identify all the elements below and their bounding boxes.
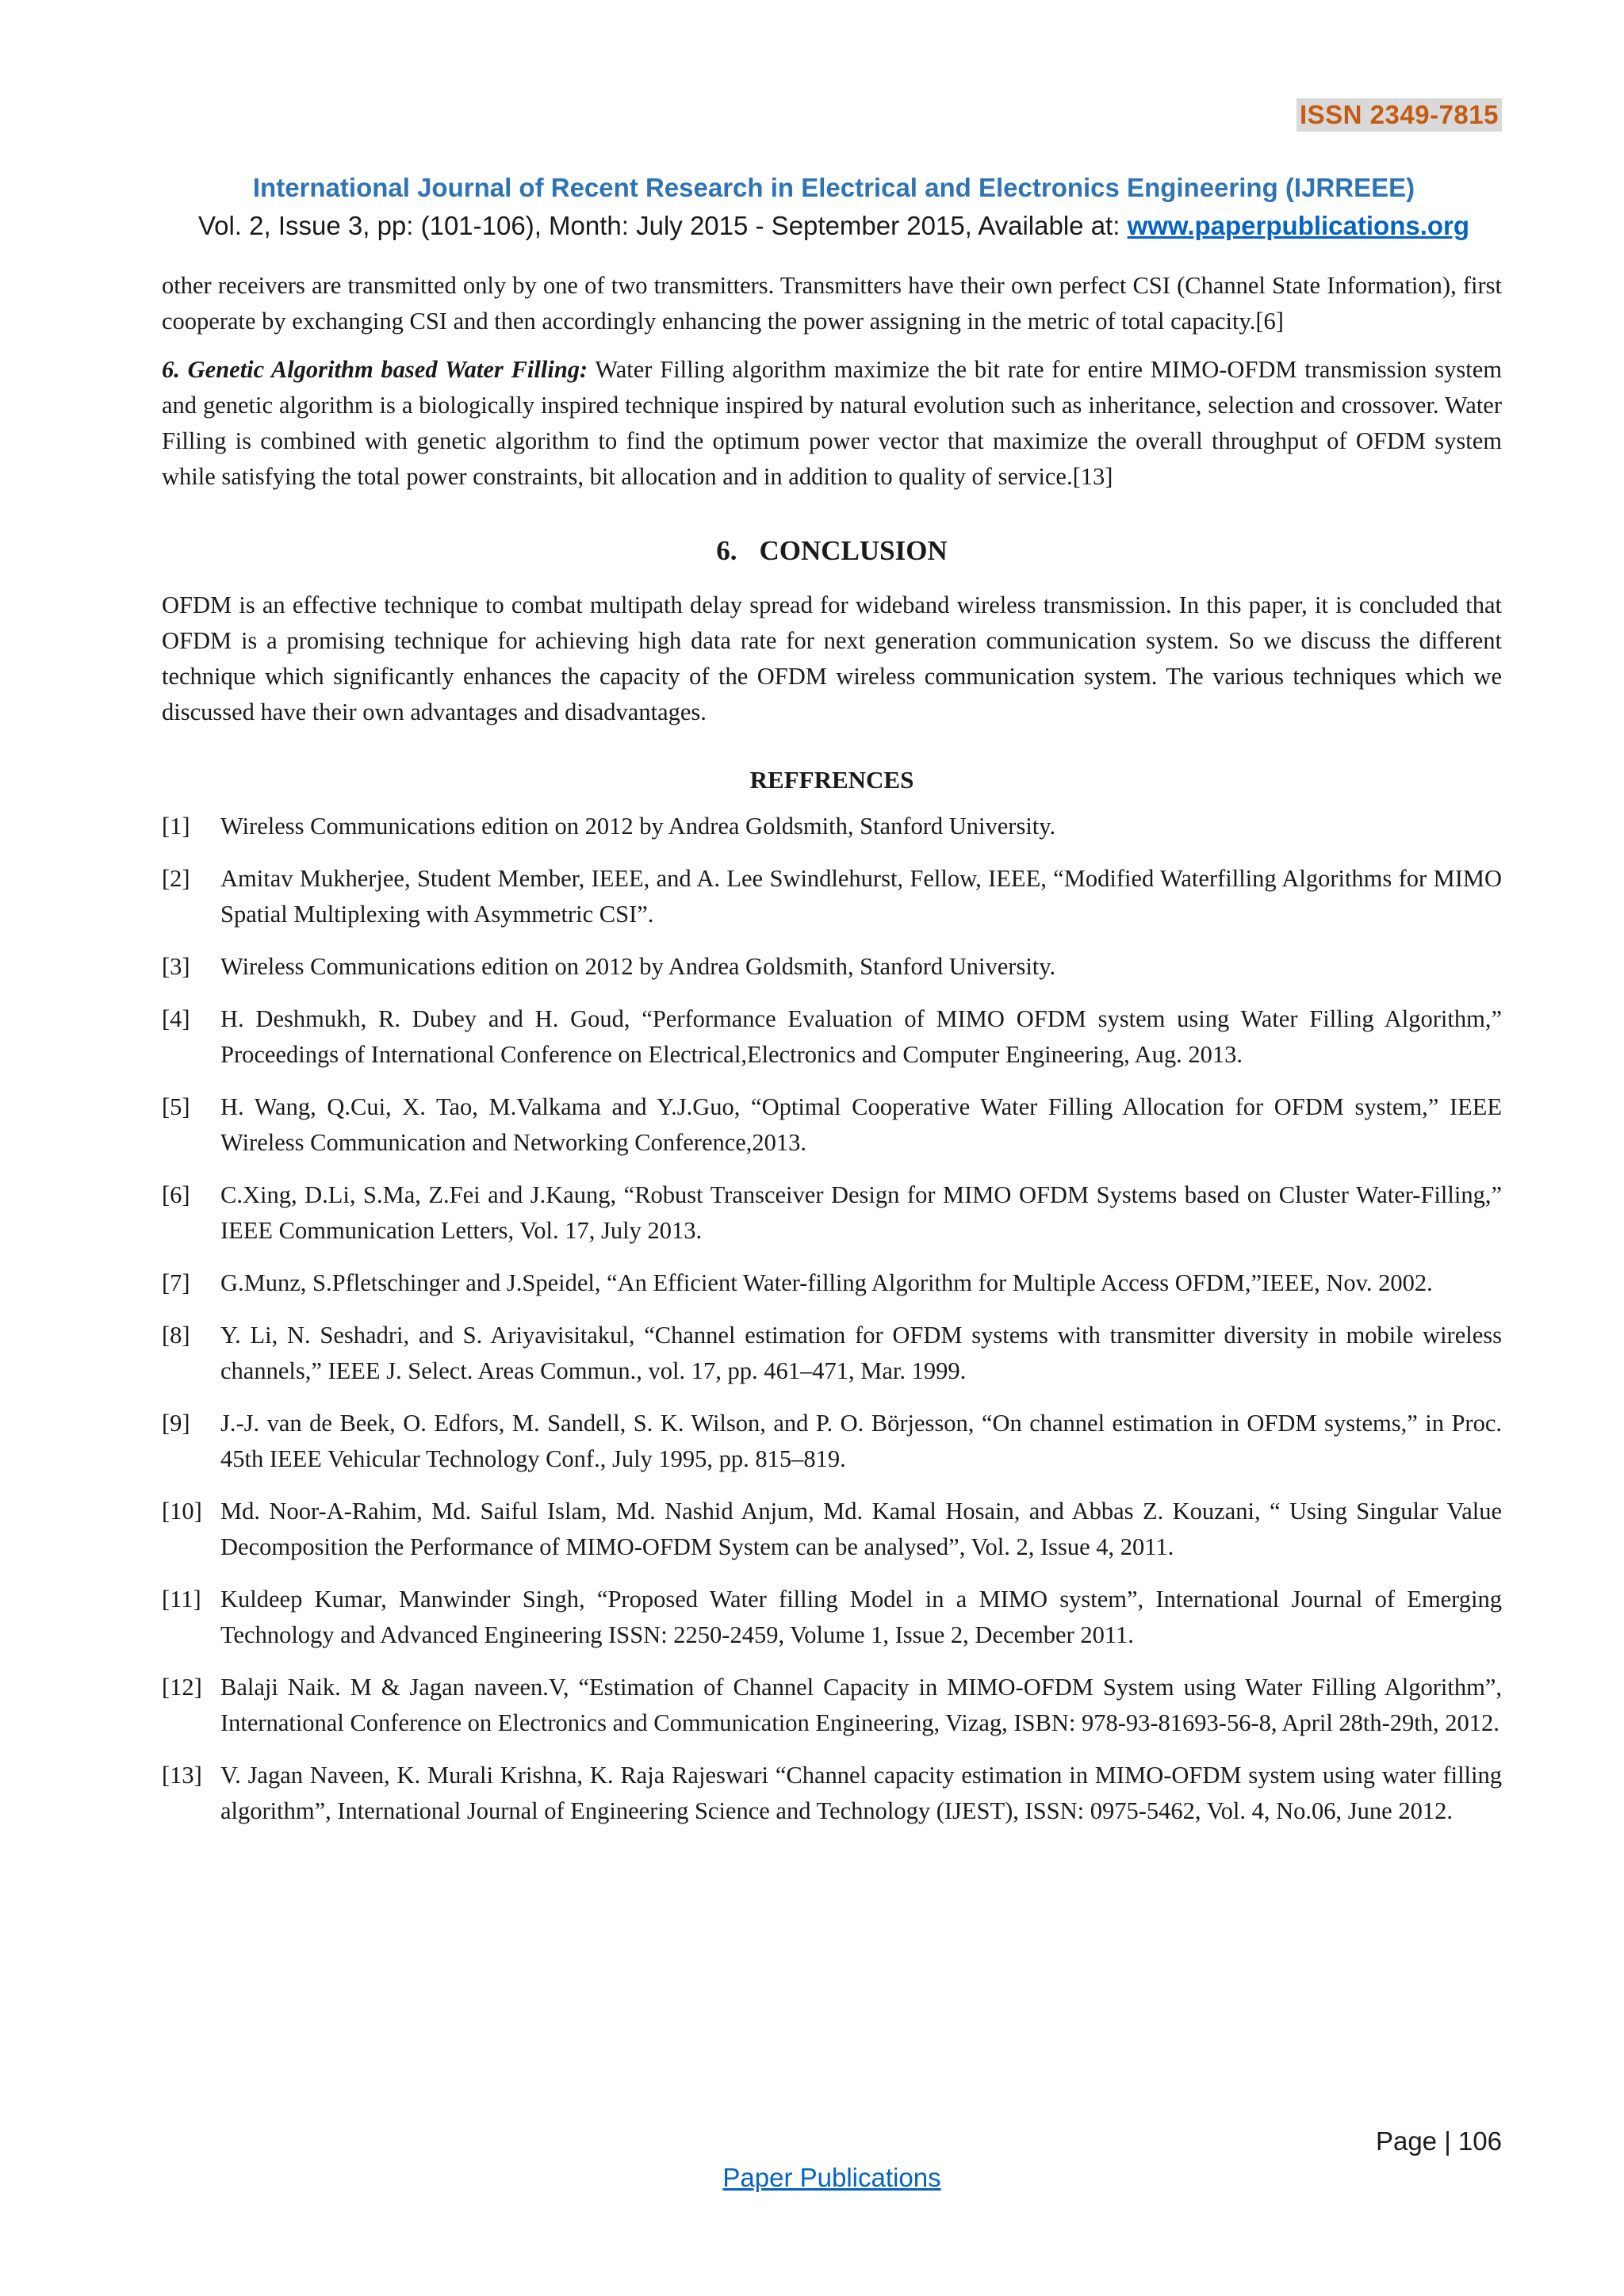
reference-item (162, 1406, 1502, 1477)
issn-label: ISSN 2349-7815 (1297, 98, 1502, 132)
reference-item (162, 1670, 1502, 1741)
reference-text: Wireless Communications edition on 2012 by Andrea Goldsmith, Stanford University. (220, 813, 1056, 840)
reference-number: [8] (162, 1322, 190, 1349)
reference-text: Wireless Communications edition on 2012 by Andrea Goldsmith, Stanford University. (220, 953, 1056, 980)
reference-number: [4] (162, 1005, 190, 1032)
reference-item (162, 1318, 1502, 1389)
reference-number: [11] (162, 1586, 201, 1613)
reference-item (162, 1582, 1502, 1653)
reference-item (162, 1494, 1502, 1565)
paragraph-transmitters: other receivers are transmitted only by one of two transmitters. Transmitters have their own perfect CSI (Channel State Information), first cooperate by exchanging CSI and then accordingly enhancing the power assigning in the metric of total capacity.[6] (162, 272, 1502, 335)
reference-number: [3] (162, 953, 190, 980)
reference-item (162, 1177, 1502, 1249)
reference-item (162, 949, 1502, 985)
reference-text: J.-J. van de Beek, O. Edfors, M. Sandell, S. K. Wilson, and P. O. Börjesson, “On channel estimation in OFDM systems,” in Proc. 45th IEEE Vehicular Technology Conf., July 1995, pp. 815–819. (220, 1410, 1502, 1472)
page-number: Page | 106 (1375, 2126, 1502, 2156)
paragraph-genetic-text: Water Filling algorithm maximize the bit rate for entire MIMO-OFDM transmission system and genetic algorithm is a biologically inspired technique inspired by natural evolution such as inheritance, selection and crossover. Water Filling is combined with genetic algorithm to find the optimum power vector that maximize the overall throughput of OFDM system while satisfying the total power constraints, bit allocation and in addition to quality of service.[13] (162, 356, 1502, 490)
conclusion-title: CONCLUSION (759, 535, 948, 566)
conclusion-heading (162, 533, 1502, 568)
references-heading: REFFRENCES (749, 766, 914, 794)
reference-item (162, 1001, 1502, 1073)
subsection-heading-genetic: 6. Genetic Algorithm based Water Filling: (162, 356, 588, 383)
reference-text: Md. Noor-A-Rahim, Md. Saiful Islam, Md. Nashid Anjum, Md. Kamal Hosain, and Abbas Z. Kouzani, “ Using Singular Value Decomposition the Performance of MIMO-OFDM System can be analysed”, Vol. 2, Issue 4, 2011. (220, 1498, 1502, 1560)
reference-number: [7] (162, 1269, 190, 1296)
reference-text: H. Wang, Q.Cui, X. Tao, M.Valkama and Y.J.Guo, “Optimal Cooperative Water Filling Allocation for OFDM system,” IEEE Wireless Communication and Networking Conference,2013. (220, 1093, 1502, 1156)
reference-text: Kuldeep Kumar, Manwinder Singh, “Proposed Water filling Model in a MIMO system”, International Journal of Emerging Technology and Advanced Engineering ISSN: 2250-2459, Volume 1, Issue 2, December 2011. (220, 1586, 1502, 1648)
reference-item (162, 1265, 1502, 1301)
reference-text: Balaji Naik. M & Jagan naveen.V, “Estimation of Channel Capacity in MIMO-OFDM System using Water Filling Algorithm”, International Conference on Electronics and Communication Engineering, Vizag, ISBN: 978-93-81693-56-8, April 28th-29th, 2012. (220, 1674, 1502, 1736)
reference-item (162, 1758, 1502, 1829)
reference-number: [12] (162, 1674, 202, 1701)
reference-number: [2] (162, 865, 190, 892)
reference-item (162, 861, 1502, 932)
reference-text: H. Deshmukh, R. Dubey and H. Goud, “Performance Evaluation of MIMO OFDM system using Water Filling Algorithm,” Proceedings of International Conference on Electrical,Electronics and Computer Engineering, Aug. 2013. (220, 1005, 1502, 1068)
reference-text: Y. Li, N. Seshadri, and S. Ariyavisitakul, “Channel estimation for OFDM systems with transmitter diversity in mobile wireless channels,” IEEE J. Select. Areas Commun., vol. 17, pp. 461–471, Mar. 1999. (220, 1322, 1502, 1384)
journal-meta (0, 211, 1624, 241)
page-content (162, 268, 1502, 1846)
journal-meta-text: Vol. 2, Issue 3, pp: (101-106), Month: July 2015 - September 2015, Available at: (197, 211, 1128, 240)
publisher-link[interactable]: Paper Publications (722, 2163, 941, 2192)
reference-item (162, 1089, 1502, 1161)
reference-text: V. Jagan Naveen, K. Murali Krishna, K. Raja Rajeswari “Channel capacity estimation in MIMO-OFDM system using water filling algorithm”, International Journal of Engineering Science and Technology (IJEST), ISSN: 0975-5462, Vol. 4, No.06, June 2012. (220, 1762, 1502, 1824)
reference-number: [1] (162, 813, 190, 840)
reference-text: C.Xing, D.Li, S.Ma, Z.Fei and J.Kaung, “Robust Transceiver Design for MIMO OFDM Systems based on Cluster Water-Filling,” IEEE Communication Letters, Vol. 17, July 2013. (220, 1181, 1502, 1244)
reference-item (162, 809, 1502, 844)
references-list (162, 809, 1502, 1829)
paragraph-genetic-algorithm (162, 352, 1502, 495)
reference-number: [13] (162, 1762, 202, 1789)
reference-number: [6] (162, 1181, 190, 1208)
journal-website-link[interactable]: www.paperpublications.org (1127, 211, 1470, 240)
conclusion-paragraph: OFDM is an effective technique to combat multipath delay spread for wideband wireless transmission. In this paper, it is concluded that OFDM is a promising technique for achieving high data rate for next generation communication system. So we discuss the different technique which significantly enhances the capacity of the OFDM wireless communication system. The various techniques which we discussed have their own advantages and disadvantages. (162, 591, 1502, 725)
reference-text: Amitav Mukherjee, Student Member, IEEE, and A. Lee Swindlehurst, Fellow, IEEE, “Modified Waterfilling Algorithms for MIMO Spatial Multiplexing with Asymmetric CSI”. (220, 865, 1502, 928)
conclusion-number: 6. (716, 535, 737, 566)
reference-number: [5] (162, 1093, 190, 1120)
reference-number: [10] (162, 1498, 202, 1525)
reference-text: G.Munz, S.Pfletschinger and J.Speidel, “An Efficient Water-filling Algorithm for Multiple Access OFDM,”IEEE, Nov. 2002. (220, 1269, 1433, 1296)
journal-title: International Journal of Recent Research in Electrical and Electronics Engineering (IJRREEE) (252, 173, 1415, 202)
reference-number: [9] (162, 1410, 190, 1437)
